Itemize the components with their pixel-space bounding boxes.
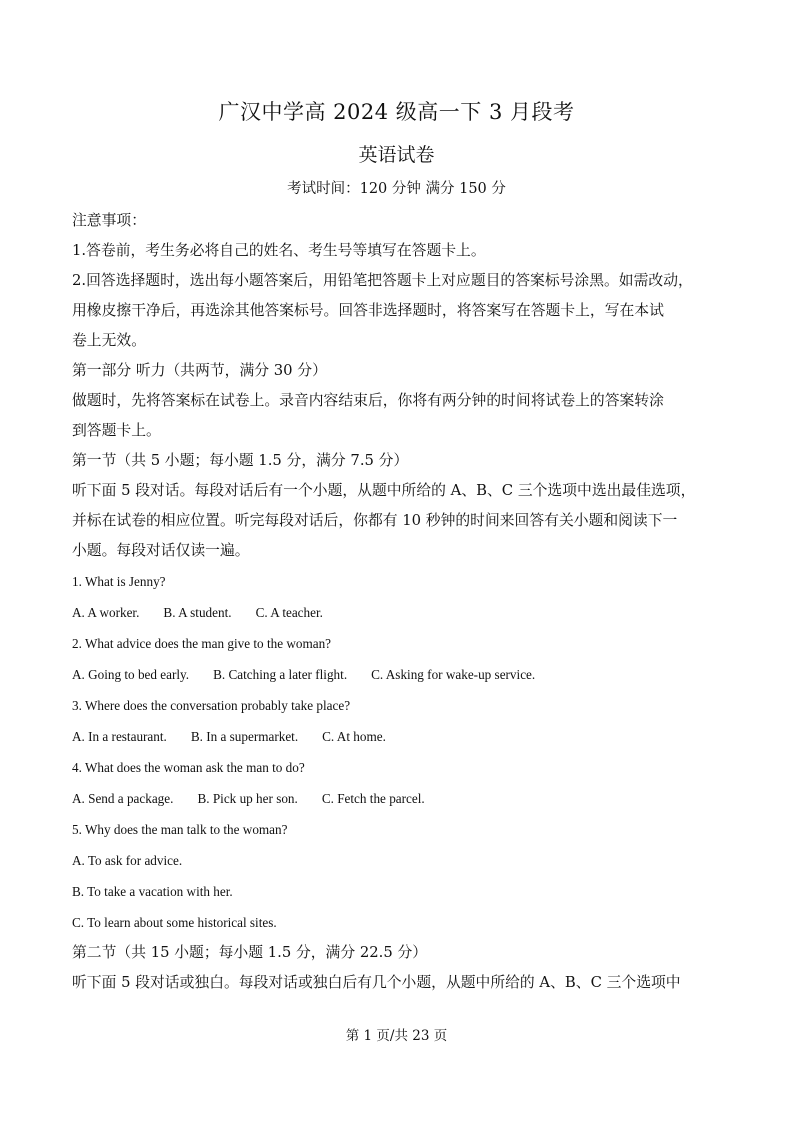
page-number: 第 1 页/共 23 页 [345, 1028, 448, 1044]
question-2-options [72, 659, 724, 690]
question-4-options [72, 783, 724, 814]
option-b: B. Catching a later flight. [213, 667, 348, 682]
question-5-option-a: A. To ask for advice. [72, 853, 183, 868]
section2-heading: 第二节（共 15 小题；每小题 1.5 分，满分 22.5 分） [72, 944, 428, 961]
notice-label: 注意事项： [72, 212, 146, 229]
part1-intro-line-2: 到答题卡上。 [72, 422, 161, 439]
section1-intro-line-1: 听下面 5 段对话。每段对话后有一个小题，从题中所给的 A、B、C 三个选项中选出最佳选项， [72, 482, 696, 499]
question-1-options [72, 597, 724, 628]
option-a: A. In a restaurant. [72, 729, 167, 744]
question-5-option-b: B. To take a vacation with her. [72, 884, 233, 899]
page-subtitle: 英语试卷 [358, 144, 435, 166]
notice-item-2-line-3: 卷上无效。 [72, 332, 146, 349]
option-c: C. Asking for wake-up service. [371, 667, 536, 682]
notice-item-2-line-2: 用橡皮擦干净后，再选涂其他答案标号。回答非选择题时，将答案写在答题卡上，写在本试 [72, 302, 664, 319]
section1-heading: 第一节（共 5 小题；每小题 1.5 分，满分 7.5 分） [72, 452, 409, 469]
part1-intro-line-1: 做题时，先将答案标在试卷上。录音内容结束后，你将有两分钟的时间将试卷上的答案转涂 [72, 392, 664, 409]
option-c: C. At home. [322, 729, 386, 744]
option-b: B. Pick up her son. [197, 791, 298, 806]
section2-intro-line-1: 听下面 5 段对话或独白。每段对话或独白后有几个小题，从题中所给的 A、B、C 三个选项中 [72, 974, 681, 991]
exam-meta: 考试时间：120 分钟 满分 150 分 [287, 181, 506, 197]
part1-heading: 第一部分 听力（共两节，满分 30 分） [72, 362, 327, 379]
notice-item-2-line-1: 2.回答选择题时，选出每小题答案后，用铅笔把答题卡上对应题目的答案标号涂黑。如需改动， [72, 272, 693, 289]
option-a: A. A worker. [72, 605, 140, 620]
question-1: 1. What is Jenny? [72, 574, 166, 589]
section1-intro-line-2: 并标在试卷的相应位置。听完每段对话后，你都有 10 秒钟的时间来回答有关小题和阅读下一 [72, 512, 678, 529]
option-b: B. In a supermarket. [190, 729, 299, 744]
section1-intro-line-3: 小题。每段对话仅读一遍。 [72, 542, 250, 559]
question-4: 4. What does the woman ask the man to do? [72, 760, 305, 775]
option-c: C. A teacher. [255, 605, 323, 620]
question-5: 5. Why does the man talk to the woman? [72, 822, 288, 837]
option-a: A. Going to bed early. [72, 667, 190, 682]
question-5-option-c: C. To learn about some historical sites. [72, 915, 277, 930]
exam-body [72, 206, 724, 998]
page-title: 广汉中学高 2024 级高一下 3 月段考 [218, 100, 575, 124]
question-3: 3. Where does the conversation probably take place? [72, 698, 351, 713]
option-b: B. A student. [163, 605, 232, 620]
question-2: 2. What advice does the man give to the woman? [72, 636, 332, 651]
notice-item-1: 1.答卷前，考生务必将自己的姓名、考生号等填写在答题卡上。 [72, 242, 486, 259]
question-3-options [72, 721, 724, 752]
option-a: A. Send a package. [72, 791, 174, 806]
option-c: C. Fetch the parcel. [321, 791, 425, 806]
